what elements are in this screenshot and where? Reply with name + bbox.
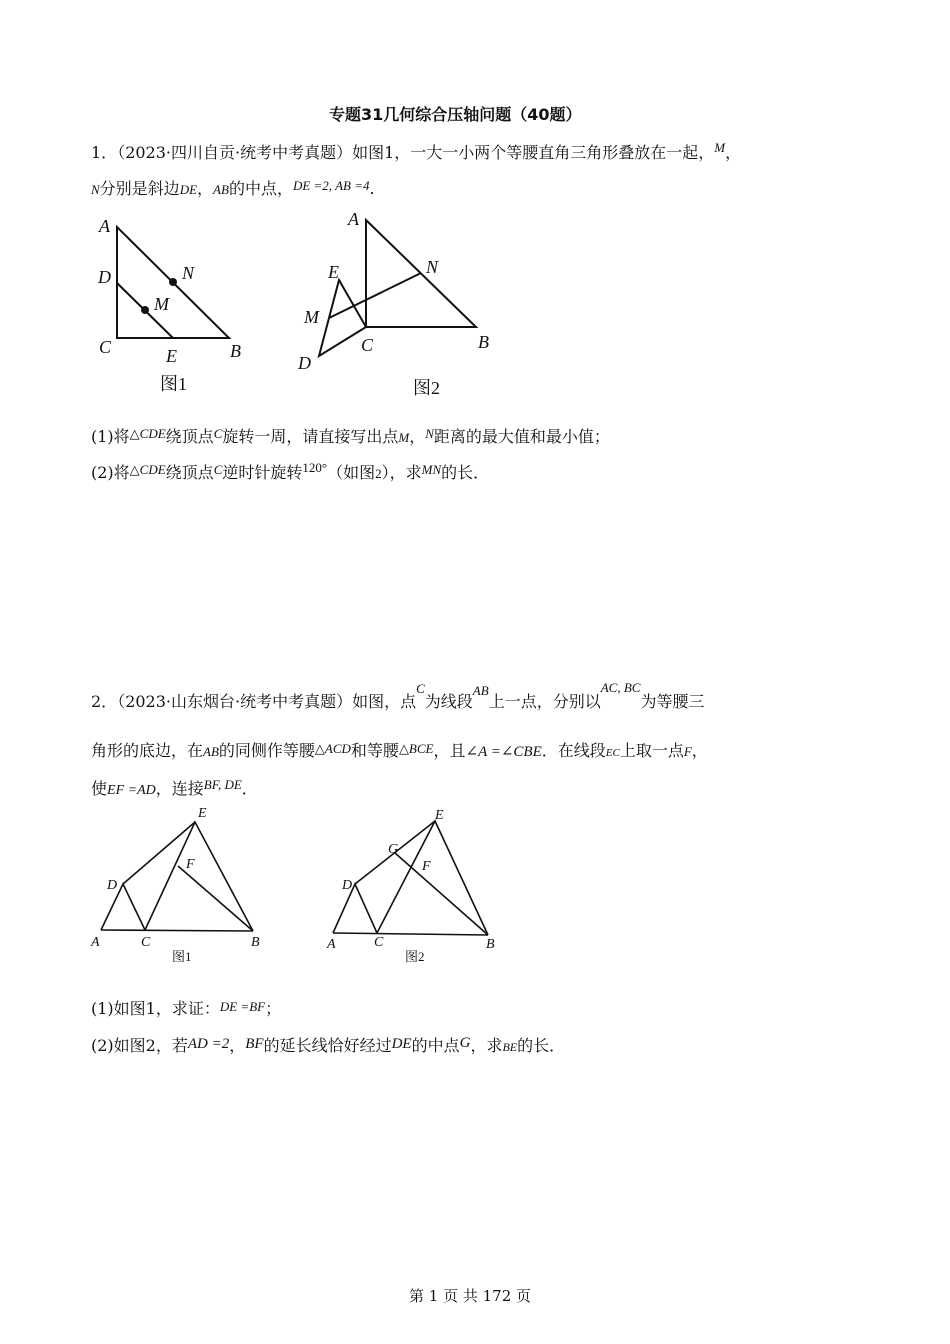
fig2-label-n: N [426,257,439,277]
math-given: DE =2, AB =4 [292,178,370,193]
math-g: G [459,1035,471,1051]
point-n-dot [169,278,177,286]
part-text: 绕顶点 [165,463,214,482]
question-source: （2023·四川自贡·统考中考真题） [117,143,353,162]
math-angle: 120° [302,460,328,475]
math-ab: AB [203,744,219,759]
math-c: C [416,681,425,696]
fig2-label-b: B [478,332,489,352]
fig1-label-b: B [230,341,241,361]
math-de-bf: DE =BF [219,999,266,1014]
question-text: 和等腰 [350,741,399,760]
math-f: F [683,744,692,759]
fig2-label-f: F [422,859,431,874]
part-text: （如图 [327,463,376,482]
fig1-label-c: C [99,337,112,357]
punctuation: . [369,179,375,198]
question-1-line-1 [91,140,741,163]
question-text: ，且 [433,741,466,760]
fig1-label-e: E [198,806,207,821]
fig1-segment-de [123,822,195,884]
fig2-label-b: B [486,937,495,952]
part-text: 的长． [517,1036,566,1055]
q2-part-1 [91,996,281,1019]
fig2-triangle-acd [333,884,377,933]
math-c: C [213,462,223,477]
question-2-line-2 [91,738,708,761]
math-n: N [425,426,434,441]
part-text: (1)将 [91,427,130,446]
fig2-caption: 图2 [413,378,440,398]
question-text: 的中点， [228,179,293,198]
math-triangle-cde: △CDE [129,462,166,477]
fig1-label-a: A [91,935,100,950]
math-N: N [91,182,100,197]
fig2-label-c: C [374,935,384,950]
q1-part-2 [91,460,489,483]
math-mn: MN [421,462,442,477]
math-ec: EC [605,747,620,759]
part-text: 旋转一周，请直接写出点 [222,427,399,446]
fig2-triangle-cde [319,280,366,356]
part-text: (2)如图2，若 [91,1036,188,1055]
question-1-line-2 [91,176,375,199]
fig1-label-d: D [107,878,118,893]
fig1-label-m: M [154,294,169,314]
punctuation: ． [241,779,258,798]
punctuation: ， [409,427,426,446]
fig2-segment-bg [395,853,488,935]
math-ac-bc: AC, BC [600,680,641,695]
part-text: 逆时针旋转 [222,463,303,482]
math-ab: AB [472,683,489,698]
math-m: M [398,430,410,445]
question-2-line-1 [91,680,705,712]
fig1-label-f: F [186,857,195,872]
fig2-segment-mn [329,273,421,318]
math-bf-de: BF, DE [203,777,242,792]
part-text: ），求 [381,463,422,482]
fig1-triangle-bce [145,822,253,931]
math-triangle-acd: △ACD [314,741,351,756]
fig1-label-n: N [182,263,195,283]
math-angles: ∠A =∠CBE [465,744,542,760]
page-footer: 第 1 页 共 172 页 [409,1287,532,1305]
fig2-caption: 图2 [405,949,425,964]
fig2-label-c: C [361,335,374,355]
question-text: 的同侧作等腰 [218,741,315,760]
part-text: ，求 [470,1036,503,1055]
math-ef-ad: EF =AD [107,783,156,798]
fig2-label-a: A [348,209,359,229]
part-text: 距离的最大值和最小值； [433,427,610,446]
question-text: 为线段 [424,692,473,711]
fig2-label-d: D [342,878,353,893]
page-title: 专题31几何综合压轴问题（40题） [329,105,582,124]
part-text: 的延长线恰好经过 [263,1036,392,1055]
fig2-label-m: M [304,307,319,327]
q1-figures [90,205,510,400]
fig2-label-a: A [327,937,336,952]
math-c: C [213,426,223,441]
fig2-label-g: G [388,842,399,857]
punctuation: ； [265,999,282,1018]
math-de: DE [391,1036,412,1052]
fig2-label-e: E [328,262,339,282]
fig1-caption: 图1 [172,949,192,964]
question-source: （2023·山东烟台·统考中考真题） [117,692,353,711]
math-triangle-cde: △CDE [129,426,166,441]
math-bf: BF [245,1036,264,1052]
q2-figures [85,800,515,970]
question-text: 上取一点 [619,741,684,760]
math-fig-number: 2 [375,466,382,481]
fig1-segment-ab [101,930,253,931]
question-2-line-3 [91,776,258,799]
punctuation: ， [691,741,708,760]
fig2-triangle-bce [377,821,488,935]
fig1-caption: 图1 [160,374,187,394]
fig1-label-b: B [251,935,260,950]
math-DE: DE [179,182,198,197]
fig2-segment-ab [333,933,488,935]
question-text: 如图1，一大一小两个等腰直角三角形叠放在一起， [352,143,715,162]
fig1-label-c: C [141,935,151,950]
punctuation: ， [229,1036,246,1055]
fig1-label-d: D [98,267,111,287]
fig1-label-a: A [99,216,110,236]
math-AB: AB [213,182,229,197]
math-ad: AD =2 [187,1036,230,1052]
question-number: 2． [91,692,118,711]
q1-part-1 [91,424,610,447]
math-be: BE [502,1040,518,1054]
math-triangle-bce: △BCE [398,741,434,756]
question-text: 分别是斜边 [99,179,180,198]
part-text: 的长． [441,463,490,482]
question-text: ，连接 [155,779,204,798]
question-text: 为等腰三 [640,692,705,711]
math-M: M [714,140,726,155]
question-text: 使 [91,779,108,798]
fig1-segment-bf [178,866,253,931]
question-text: 如图，点 [352,692,417,711]
question-number: 1． [91,143,118,162]
fig2-label-d: D [298,353,311,373]
part-text: (2)将 [91,463,130,482]
fig1-label-e: E [166,346,177,366]
part-text: 的中点 [411,1036,460,1055]
question-text: 上一点，分别以 [488,692,601,711]
fig2-label-e: E [435,808,444,823]
q2-part-2 [91,1033,565,1056]
punctuation: ， [725,143,742,162]
part-text: 绕顶点 [165,427,214,446]
punctuation: ， [197,179,214,198]
question-text: 角形的底边，在 [91,741,204,760]
point-m-dot [141,306,149,314]
question-text: ．在线段 [541,741,606,760]
part-text: (1)如图1，求证： [91,999,220,1018]
